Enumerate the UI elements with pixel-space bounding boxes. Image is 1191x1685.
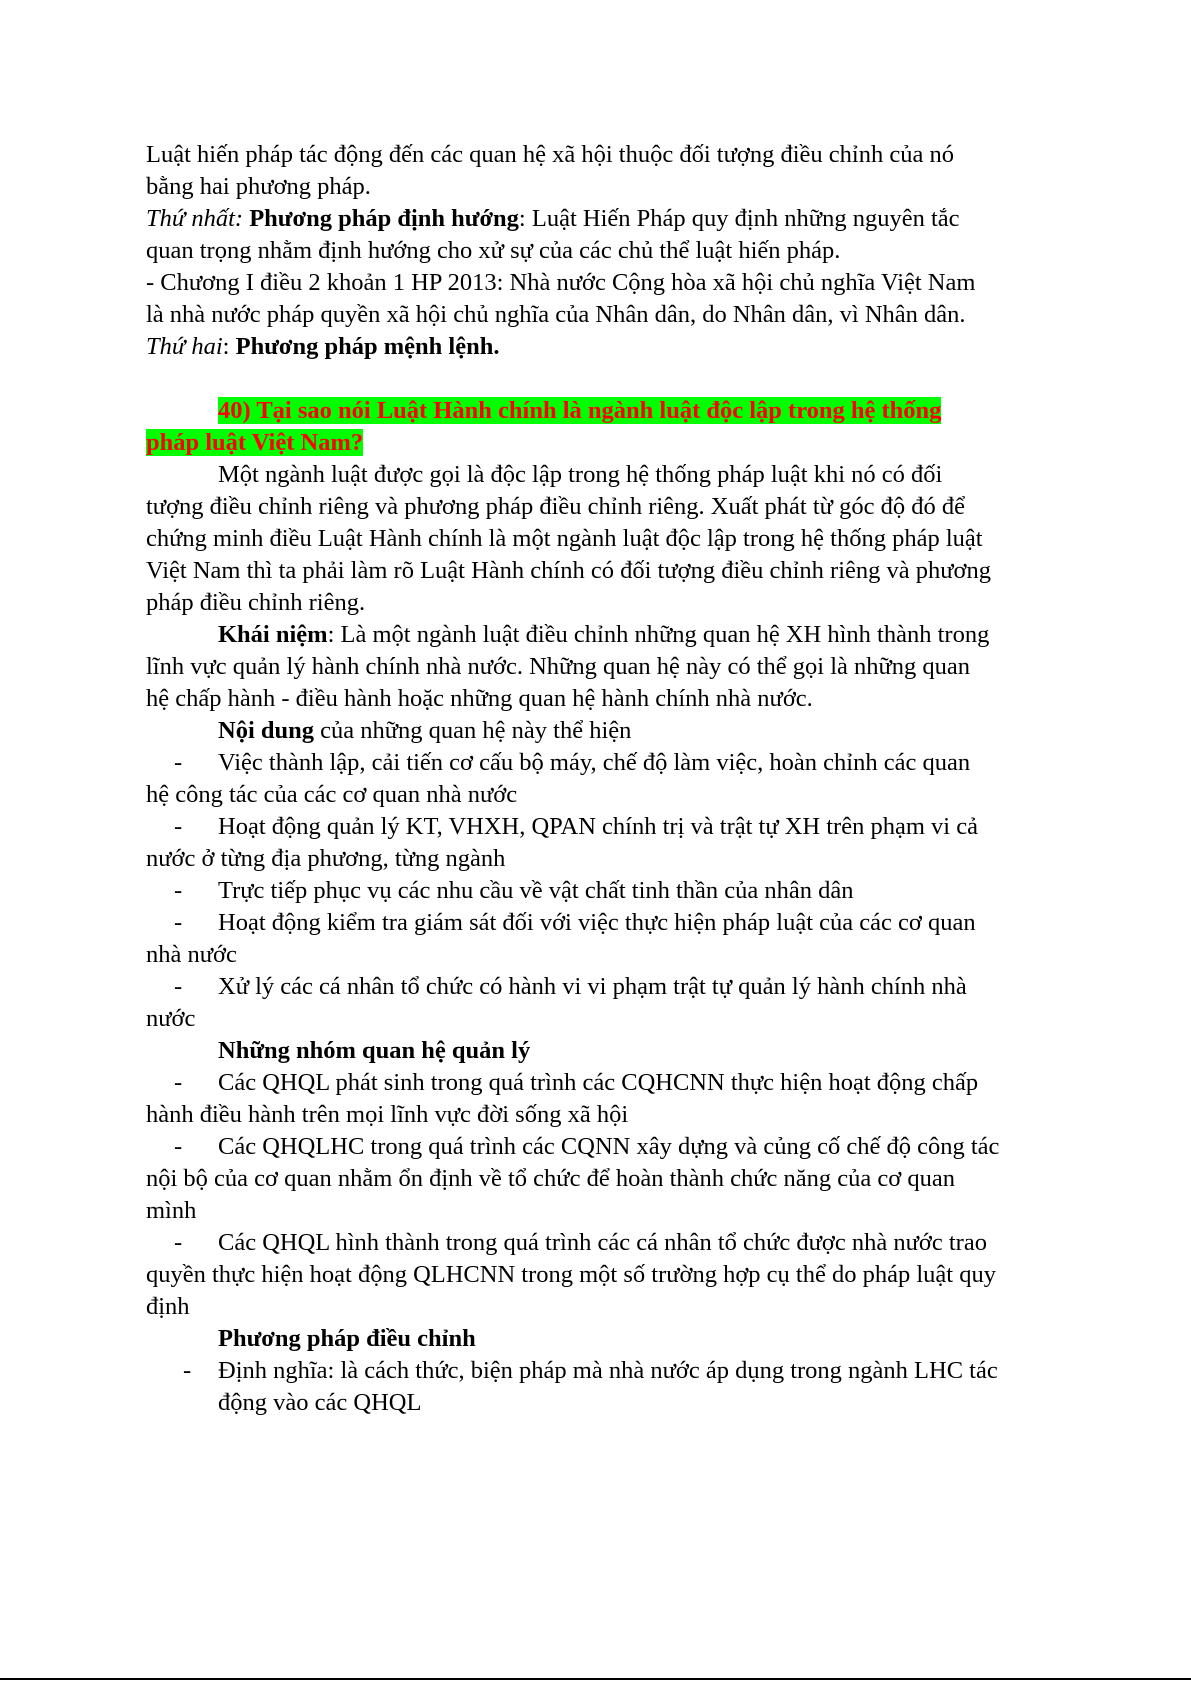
content-item-5-line-1: Xử lý các cá nhân tổ chức có hành vi vi phạm trật tự quản lý hành chính nhà [218,973,967,1000]
list-dash: - [183,1357,192,1384]
intro-line-2: bằng hai phương pháp. [146,173,371,200]
list-dash: - [174,749,183,776]
concept-line-1: Khái niệm: Là một ngành luật điều chỉnh những quan hệ XH hình thành trong [218,621,990,648]
second-method-name: Phương pháp mệnh lệnh. [235,333,500,360]
first-method-text: : Luật Hiến Pháp quy định những nguyên tắc [518,205,960,232]
list-dash: - [174,877,183,904]
intro-line-1: Luật hiến pháp tác động đến các quan hệ xã hội thuộc đối tượng điều chỉnh của nó [146,141,954,168]
group-item-1-line-1: Các QHQL phát sinh trong quá trình các CQHCNN thực hiện hoạt động chấp [218,1069,979,1096]
answer-p1-line-2: tượng điều chỉnh riêng và phương pháp điều chỉnh riêng. Xuất phát từ góc độ đó để [146,493,965,520]
question-heading-text-1: 40) Tại sao nói Luật Hành chính là ngành luật độc lập trong hệ thống [218,397,942,424]
intro-line-5: - Chương I điều 2 khoản 1 HP 2013: Nhà nước Cộng hòa xã hội chủ nghĩa Việt Nam [146,269,976,296]
method-item-1-line-2: động vào các QHQL [218,1389,422,1416]
content-item-2-line-2: nước ở từng địa phương, từng ngành [146,845,506,872]
content-item-2-line-1: Hoạt động quản lý KT, VHXH, QPAN chính trị và trật tự XH trên phạm vi cả [218,813,978,840]
concept-line-2: lĩnh vực quản lý hành chính nhà nước. Những quan hệ này có thể gọi là những quan [146,653,971,680]
second-method-line: Thứ hai: Phương pháp mệnh lệnh. [146,333,500,360]
list-dash: - [174,813,183,840]
content-item-4-line-2: nhà nước [146,941,237,968]
content-item-5-line-2: nước [146,1005,196,1032]
intro-line-6: là nhà nước pháp quyền xã hội chủ nghĩa của Nhân dân, do Nhân dân, vì Nhân dân. [146,301,966,328]
group-item-2-line-3: mình [146,1197,197,1224]
question-heading-line-2 [146,426,363,460]
group-item-3-line-3: định [146,1293,190,1320]
group-item-1-line-2: hành điều hành trên mọi lĩnh vực đời sống xã hội [146,1101,629,1128]
first-method-name: Phương pháp định hướng [249,205,519,232]
answer-p1-line-1: Một ngành luật được gọi là độc lập trong hệ thống pháp luật khi nó có đối [218,461,943,488]
question-heading-text-2: pháp luật Việt Nam? [146,429,364,456]
content-label: Nội dung [218,717,315,744]
content-item-3-line-1: Trực tiếp phục vụ các nhu cầu về vật chất tinh thần của nhân dân [218,877,854,904]
list-dash: - [174,909,183,936]
answer-p1-line-3: chứng minh điều Luật Hành chính là một ngành luật độc lập trong hệ thống pháp luật [146,525,983,552]
method-item-1-line-1: Định nghĩa: là cách thức, biện pháp mà nhà nước áp dụng trong ngành LHC tác [218,1357,998,1384]
question-heading-line-1 [218,394,941,428]
content-item-4-line-1: Hoạt động kiểm tra giám sát đối với việc thực hiện pháp luật của các cơ quan [218,909,976,936]
groups-heading: Những nhóm quan hệ quản lý [218,1037,531,1064]
page-bottom-border [0,1678,1191,1680]
first-method-line [146,202,960,236]
answer-p1-line-5: pháp điều chỉnh riêng. [146,589,366,616]
concept-line-3: hệ chấp hành - điều hành hoặc những quan hệ hành chính nhà nước. [146,685,813,712]
first-label: Thứ nhất: [146,205,244,232]
list-dash: - [174,1229,183,1256]
list-dash: - [174,1133,183,1160]
method-heading: Phương pháp điều chỉnh [218,1325,476,1352]
concept-label: Khái niệm [218,621,328,648]
content-item-1-line-1: Việc thành lập, cải tiến cơ cấu bộ máy, chế độ làm việc, hoàn chỉnh các quan [218,749,971,776]
answer-p1-line-4: Việt Nam thì ta phải làm rõ Luật Hành chính có đối tượng điều chỉnh riêng và phương [146,557,992,584]
intro-line-4: quan trọng nhằm định hướng cho xử sự của các chủ thể luật hiến pháp. [146,237,841,264]
group-item-3-line-1: Các QHQL hình thành trong quá trình các cá nhân tổ chức được nhà nước trao [218,1229,987,1256]
group-item-2-line-2: nội bộ của cơ quan nhằm ổn định về tổ chức để hoàn thành chức năng của cơ quan [146,1165,955,1192]
content-heading: Nội dung của những quan hệ này thể hiện [218,717,632,744]
group-item-2-line-1: Các QHQLHC trong quá trình các CQNN xây dựng và củng cố chế độ công tác [218,1133,1000,1160]
content-item-1-line-2: hệ công tác của các cơ quan nhà nước [146,781,518,808]
group-item-3-line-2: quyền thực hiện hoạt động QLHCNN trong một số trường hợp cụ thể do pháp luật quy [146,1261,996,1288]
list-dash: - [174,973,183,1000]
second-label: Thứ hai [146,333,223,360]
list-dash: - [174,1069,183,1096]
